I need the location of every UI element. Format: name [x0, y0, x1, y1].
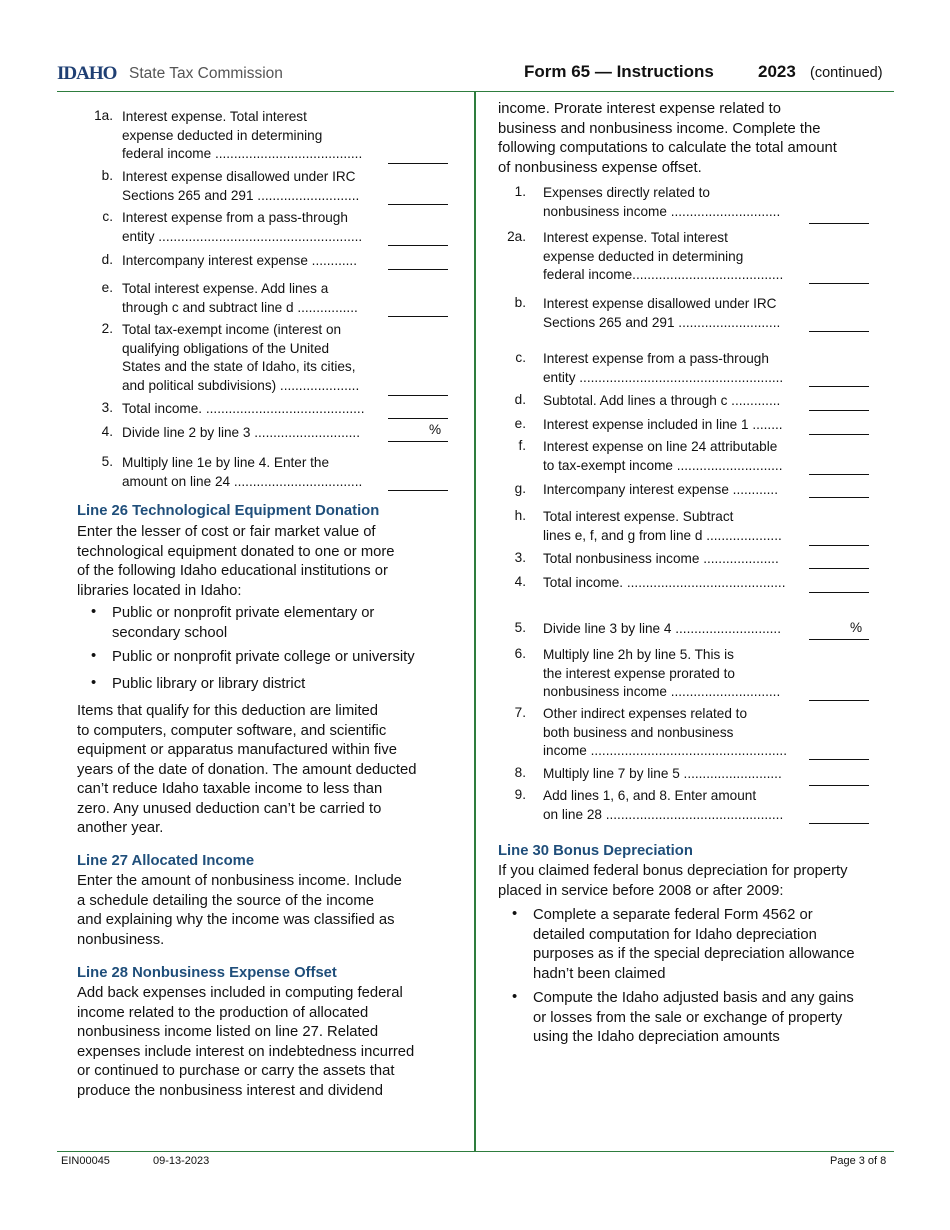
right_computation-text: Intercompany interest expense ............: [543, 482, 778, 497]
amount-entry-line[interactable]: [388, 418, 448, 419]
right_computation-text: Interest expense included in line 1 ........: [543, 417, 783, 432]
paragraph-line: nonbusiness.: [77, 931, 165, 948]
left_computation-label: e.: [101, 280, 113, 295]
amount-entry-line[interactable]: [809, 474, 869, 475]
idaho-logo: IDAHO: [57, 63, 117, 84]
section-heading: Line 28 Nonbusiness Expense Offset: [77, 965, 337, 981]
right_computation-text: Other indirect expenses related to: [543, 706, 748, 721]
bullet-icon: •: [512, 989, 518, 1005]
percent-sign: %: [850, 620, 863, 635]
paragraph-line: another year.: [77, 820, 164, 836]
left_computation-label: 5.: [101, 454, 113, 469]
amount-entry-line[interactable]: [809, 823, 869, 824]
bullet-icon: •: [512, 906, 518, 922]
paragraph-line: years of the date of donation. The amount deducted: [77, 761, 417, 778]
amount-entry-line[interactable]: [388, 490, 448, 491]
section-heading: Line 27 Allocated Income: [77, 853, 255, 869]
right_computation-text: Add lines 1, 6, and 8. Enter amount: [543, 788, 757, 803]
paragraph-line: zero. Any unused deduction can’t be carried to: [77, 800, 382, 817]
right_computation-label: 5.: [514, 620, 526, 635]
left_computation-label: 3.: [101, 400, 113, 415]
bullet-icon: •: [91, 675, 97, 691]
right_computation-text: on line 28 ...............................................: [543, 806, 784, 822]
paragraph-line: of nonbusiness expense offset.: [498, 159, 702, 176]
right_computation-text: Subtotal. Add lines a through c .............: [543, 393, 781, 408]
right_computation-text: nonbusiness income .............................: [543, 203, 781, 219]
left_computation-text: through c and subtract line d ................: [122, 299, 358, 315]
right_computation-text: to tax-exempt income ............................: [543, 457, 783, 473]
percent-sign: %: [429, 422, 442, 437]
bullet-text: hadn’t been claimed: [533, 965, 666, 982]
paragraph-line: Enter the amount of nonbusiness income. Include: [77, 873, 402, 889]
paragraph-line: expenses include interest on indebtedness incurred: [77, 1043, 415, 1060]
paragraph-line: following computations to calculate the total amount: [498, 140, 837, 156]
paragraph-line: Enter the lesser of cost or fair market value of: [77, 524, 376, 540]
left_computation-text: Total income. ..........................................: [122, 401, 365, 416]
left_computation-text: and political subdivisions) .....................: [122, 377, 360, 393]
left_computation-text: entity ......................................................: [122, 228, 363, 244]
column-divider: [474, 92, 476, 1151]
left_computation-text: Sections 265 and 291 ...........................: [122, 187, 360, 203]
bullet-text: purposes as if the special depreciation allowance: [533, 946, 855, 962]
right_computation-label: g.: [514, 481, 526, 496]
left_computation-text: Total interest expense. Add lines a: [122, 281, 329, 296]
right_computation-text: the interest expense prorated to: [543, 665, 735, 681]
left_computation-text: federal income .......................................: [122, 146, 363, 161]
right_computation-text: Interest expense disallowed under IRC: [543, 296, 777, 311]
amount-entry-line[interactable]: [809, 434, 869, 435]
paragraph-line: income related to the production of allocated: [77, 1004, 369, 1021]
right_computation-text: Sections 265 and 291 ...........................: [543, 314, 781, 330]
right_computation-label: 8.: [514, 765, 526, 780]
paragraph-line: business and nonbusiness income. Complete the: [498, 120, 821, 137]
bullet-text: Public library or library district: [112, 676, 306, 692]
right_computation-label: c.: [515, 350, 526, 365]
section-heading: Line 30 Bonus Depreciation: [498, 843, 693, 859]
footer-form-code: EIN00045: [61, 1155, 110, 1167]
form-title: Form 65 — Instructions: [524, 62, 714, 81]
left_computation-text: Multiply line 1e by line 4. Enter the: [122, 455, 330, 470]
right_computation-text: Multiply line 7 by line 5 ..........................: [543, 766, 782, 781]
amount-entry-line[interactable]: [388, 441, 448, 442]
bullet-text: using the Idaho depreciation amounts: [533, 1029, 780, 1045]
paragraph-line: Items that qualify for this deduction are limited: [77, 703, 379, 719]
right_computation-text: expense deducted in determining: [543, 248, 744, 264]
right_computation-text: nonbusiness income .............................: [543, 684, 781, 699]
right_computation-text: Expenses directly related to: [543, 185, 710, 200]
bullet-icon: •: [91, 648, 97, 664]
paragraph-line: to computers, computer software, and scientific: [77, 722, 387, 739]
right_computation-text: Interest expense. Total interest: [543, 230, 728, 245]
footer-rule: [57, 1151, 894, 1152]
bullet-text: Public or nonprofit private college or university: [112, 649, 415, 665]
paragraph-line: technological equipment donated to one or more: [77, 543, 395, 560]
amount-entry-line[interactable]: [809, 700, 869, 701]
paragraph-line: equipment or apparatus manufactured within five: [77, 742, 397, 758]
right_computation-text: income ....................................................: [543, 743, 787, 758]
right_computation-text: Interest expense on line 24 attributable: [543, 439, 778, 454]
right_computation-text: entity ......................................................: [543, 369, 784, 385]
left_computation-text: Interest expense from a pass-through: [122, 210, 348, 225]
paragraph-line: Add back expenses included in computing federal: [77, 985, 403, 1001]
right_computation-label: f.: [518, 438, 526, 453]
footer-page-number: Page 3 of 8: [830, 1155, 887, 1167]
paragraph-line: and explaining why the income was classified as: [77, 912, 395, 928]
left_computation-text: Interest expense disallowed under IRC: [122, 169, 356, 184]
amount-entry-line[interactable]: [809, 331, 869, 332]
amount-entry-line[interactable]: [809, 497, 869, 498]
paragraph-line: produce the nonbusiness interest and dividend: [77, 1082, 384, 1099]
paragraph-line: can’t reduce Idaho taxable income to less than: [77, 781, 383, 797]
bullet-text: or losses from the sale or exchange of property: [533, 1009, 843, 1026]
amount-entry-line[interactable]: [388, 163, 448, 164]
amount-entry-line[interactable]: [388, 316, 448, 317]
left_computation-label: 1a.: [94, 108, 113, 123]
bullet-text: detailed computation for Idaho depreciation: [533, 926, 817, 943]
amount-entry-line[interactable]: [809, 223, 869, 224]
right_computation-text: Multiply line 2h by line 5. This is: [543, 647, 734, 662]
right_computation-label: 2a.: [507, 229, 526, 244]
amount-entry-line[interactable]: [809, 639, 869, 640]
right_computation-label: 6.: [514, 646, 526, 661]
amount-entry-line[interactable]: [809, 283, 869, 284]
paragraph-line: or continued to purchase or carry the assets that: [77, 1063, 395, 1079]
amount-entry-line[interactable]: [809, 386, 869, 387]
left_computation-text: Total tax-exempt income (interest on: [122, 322, 342, 337]
left_computation-text: Intercompany interest expense ............: [122, 253, 357, 268]
bullet-text: Complete a separate federal Form 4562 or: [533, 907, 813, 923]
amount-entry-line[interactable]: [809, 592, 869, 593]
amount-entry-line[interactable]: [809, 785, 869, 786]
paragraph-line: nonbusiness income listed on line 27. Related: [77, 1024, 379, 1040]
form-year: 2023: [758, 62, 796, 81]
bullet-text: Compute the Idaho adjusted basis and any gains: [533, 990, 854, 1006]
right_computation-text: Total income. ..........................................: [543, 575, 786, 590]
continued-label: (continued): [810, 65, 883, 81]
paragraph-line: If you claimed federal bonus depreciation for property: [498, 863, 848, 879]
section-heading: Line 26 Technological Equipment Donation: [77, 503, 380, 519]
left_computation-text: States and the state of Idaho, its cities,: [122, 359, 356, 374]
right_computation-label: 1.: [514, 184, 526, 199]
left_computation-text: qualifying obligations of the United: [122, 340, 330, 356]
right_computation-label: 4.: [514, 574, 526, 589]
left_computation-text: expense deducted in determining: [122, 127, 323, 143]
amount-entry-line[interactable]: [388, 204, 448, 205]
right_computation-text: Divide line 3 by line 4 ............................: [543, 621, 781, 636]
bullet-text: Public or nonprofit private elementary or: [112, 605, 375, 621]
paragraph-line: of the following Idaho educational institutions or: [77, 563, 388, 579]
right_computation-label: 7.: [514, 705, 526, 720]
amount-entry-line[interactable]: [809, 568, 869, 569]
right_computation-text: Total nonbusiness income ....................: [543, 551, 779, 566]
right_computation-label: h.: [514, 508, 526, 523]
left_computation-text: Interest expense. Total interest: [122, 109, 307, 124]
left_computation-label: d.: [101, 252, 113, 267]
bullet-text: secondary school: [112, 624, 228, 641]
amount-entry-line[interactable]: [809, 545, 869, 546]
left_computation-label: 2.: [101, 321, 113, 336]
amount-entry-line[interactable]: [809, 410, 869, 411]
amount-entry-line[interactable]: [388, 245, 448, 246]
amount-entry-line[interactable]: [809, 759, 869, 760]
right_computation-text: Interest expense from a pass-through: [543, 351, 769, 366]
left_computation-label: b.: [101, 168, 113, 183]
left_computation-text: Divide line 2 by line 3 ............................: [122, 425, 360, 440]
right_computation-label: d.: [514, 392, 526, 407]
right_computation-text: Total interest expense. Subtract: [543, 509, 734, 524]
left_computation-label: 4.: [101, 424, 113, 439]
right_computation-label: 9.: [514, 787, 526, 802]
paragraph-line: a schedule detailing the source of the income: [77, 892, 374, 909]
left_computation-text: amount on line 24 ..................................: [122, 473, 363, 489]
right_computation-label: e.: [514, 416, 526, 431]
amount-entry-line[interactable]: [388, 269, 448, 270]
right_computation-text: federal income........................................: [543, 267, 784, 282]
paragraph-line: placed in service before 2008 or after 2009:: [498, 882, 784, 899]
right_computation-label: 3.: [514, 550, 526, 565]
paragraph-line: libraries located in Idaho:: [77, 582, 242, 599]
agency-name: State Tax Commission: [129, 65, 283, 82]
right_computation-text: lines e, f, and g from line d ....................: [543, 527, 782, 543]
bullet-icon: •: [91, 604, 97, 620]
paragraph-line: income. Prorate interest expense related to: [498, 101, 781, 117]
left_computation-label: c.: [102, 209, 113, 224]
right_computation-text: both business and nonbusiness: [543, 724, 734, 740]
right_computation-label: b.: [514, 295, 526, 310]
amount-entry-line[interactable]: [388, 395, 448, 396]
footer-date: 09-13-2023: [153, 1155, 210, 1167]
